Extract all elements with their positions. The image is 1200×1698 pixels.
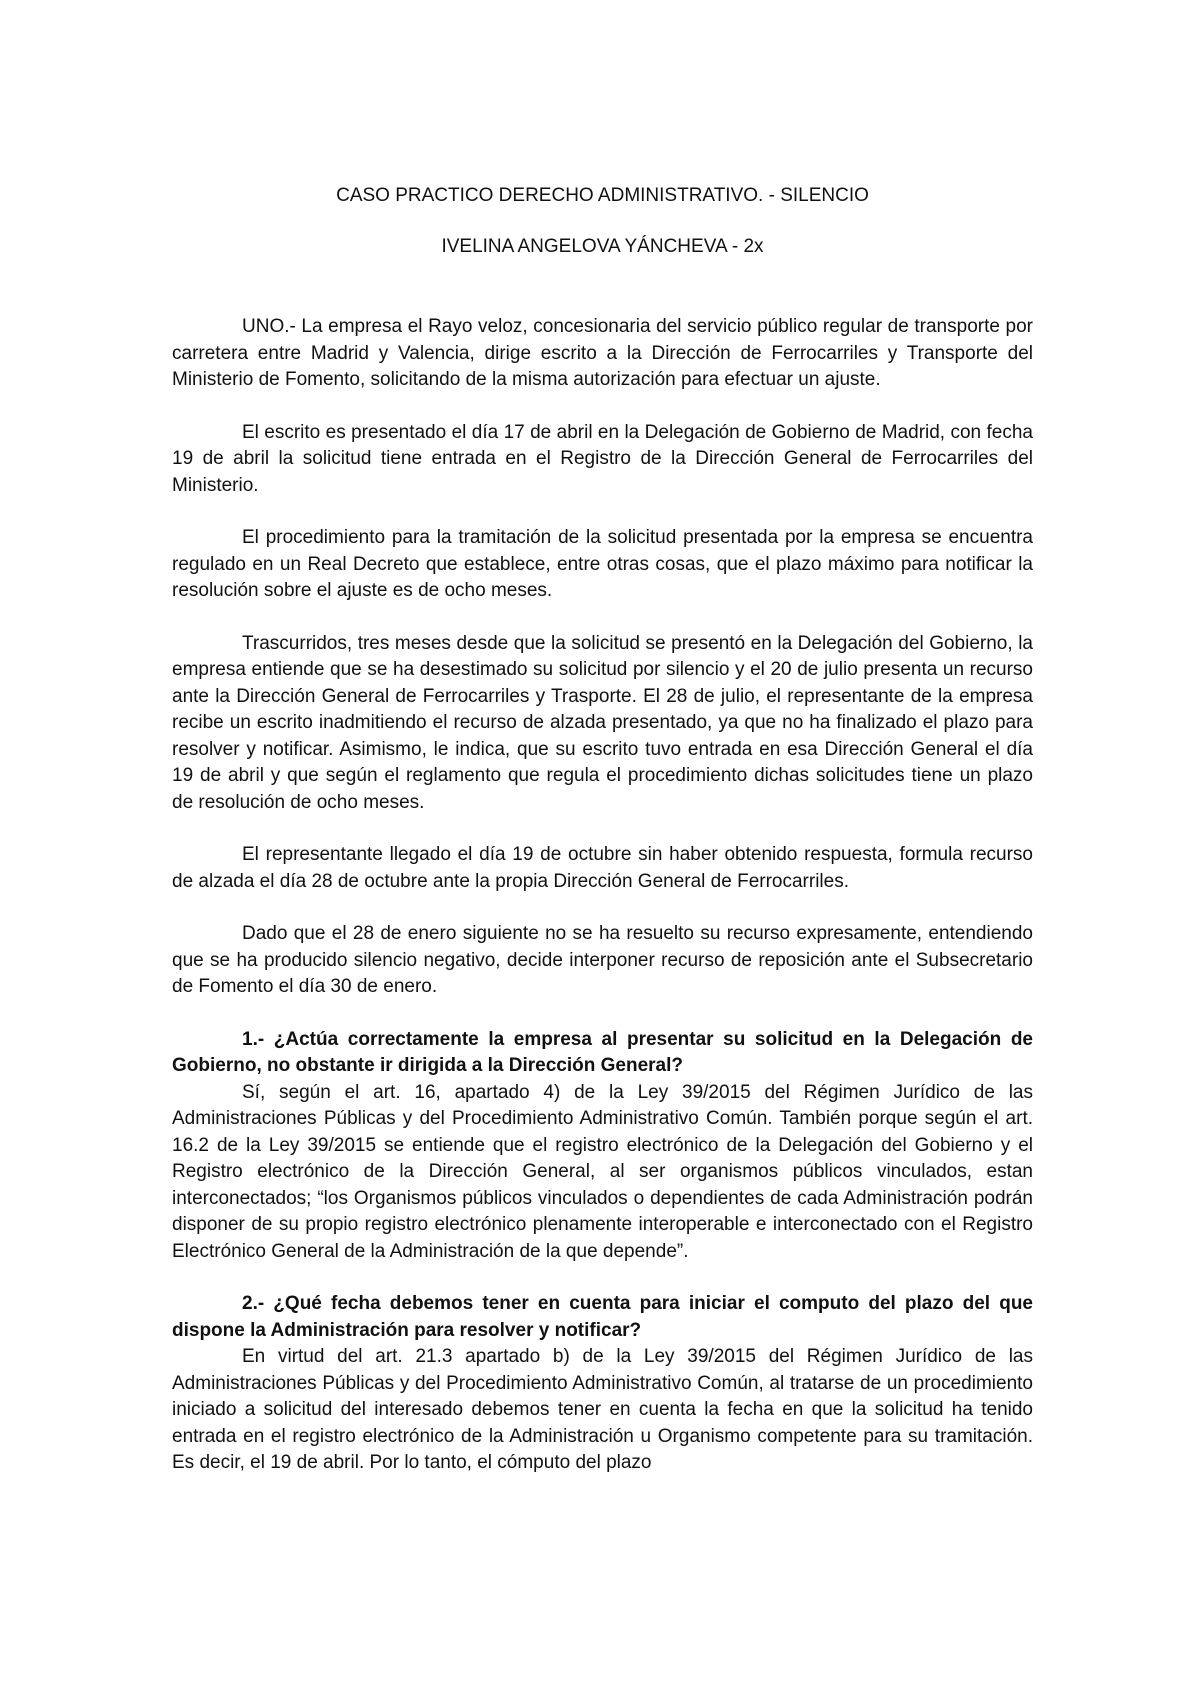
question-2: 2.- ¿Qué fecha debemos tener en cuenta para iniciar el computo del plazo del que dispone la Administración para resolver y notificar? xyxy=(172,1293,1033,1341)
document-title: CASO PRACTICO DERECHO ADMINISTRATIVO. - SILENCIO xyxy=(336,185,869,206)
paragraph-4: Trascurridos, tres meses desde que la solicitud se presentó en la Delegación del Gobierno, la empresa entiende que se ha desestimado su solicitud por silencio y el 20 de julio presenta un recurso ante la Dirección General de Ferrocarriles y Trasporte. El 28 de julio, el representante de la empresa recibe un escrito inadmitiendo el recurso de alzada presentado, ya que no ha finalizado el plazo para resolver y notificar. Asimismo, le indica, que su escrito tuvo entrada en esa Dirección General el día 19 de abril y que según el reglamento que regula el procedimiento dichas solicitudes tiene un plazo de resolución de ocho meses. xyxy=(172,632,1033,813)
paragraph-6: Dado que el 28 de enero siguiente no se ha resuelto su recurso expresamente, entendiendo que se ha producido silencio negativo, decide interponer recurso de reposición ante el Subsecretario de Fomento el día 30 de enero. xyxy=(172,923,1033,997)
question-block-2 xyxy=(172,1291,1033,1477)
answer-2: En virtud del art. 21.3 apartado b) de la Ley 39/2015 del Régimen Jurídico de las Administraciones Públicas y del Procedimiento Administrativo Común, al tratarse de un procedimiento iniciado a solicitud del interesado debemos tener en cuenta la fecha en que la solicitud ha tenido entrada en el registro electrónico de la Administración u Organismo competente para su tramitación. Es decir, el 19 de abril. Por lo tanto, el cómputo del plazo xyxy=(172,1346,1033,1473)
paragraph-2: El escrito es presentado el día 17 de abril en la Delegación de Gobierno de Madrid, con fecha 19 de abril la solicitud tiene entrada en el Registro de la Dirección General de Ferrocarriles del Ministerio. xyxy=(172,421,1033,496)
document-body xyxy=(172,183,1033,1503)
paragraph-3: El procedimiento para la tramitación de la solicitud presentada por la empresa se encuentra regulado en un Real Decreto que establece, entre otras cosas, que el plazo máximo para notificar la resolución sobre el ajuste es de ocho meses. xyxy=(172,527,1033,601)
answer-1: Sí, según el art. 16, apartado 4) de la Ley 39/2015 del Régimen Jurídico de las Administraciones Públicas y del Procedimiento Administrativo Común. También porque según el art. 16.2 de la Ley 39/2015 se entiende que el registro electrónico de la Delegación del Gobierno y el Registro electrónico de la Dirección General, al ser organismos públicos vinculados, estan interconectados; “los Organismos públicos vinculados o dependientes de cada Administración podrán disponer de su propio registro electrónico plenamente interoperable e interconectado con el Registro Electrónico General de la Administración de la que depende”. xyxy=(172,1081,1033,1262)
paragraph-1: UNO.- La empresa el Rayo veloz, concesionaria del servicio público regular de transporte por carretera entre Madrid y Valencia, dirige escrito a la Dirección de Ferrocarriles y Transporte del Ministerio de Fomento, solicitando de la misma autorización para efectuar un ajuste. xyxy=(172,316,1033,390)
paragraph-5: El representante llegado el día 19 de octubre sin haber obtenido respuesta, formula recurso de alzada el día 28 de octubre ante la propia Dirección General de Ferrocarriles. xyxy=(172,844,1033,892)
question-1: 1.- ¿Actúa correctamente la empresa al presentar su solicitud en la Delegación de Gobierno, no obstante ir dirigida a la Dirección General? xyxy=(172,1028,1033,1076)
question-block-1 xyxy=(172,1027,1033,1266)
document-author: IVELINA ANGELOVA YÁNCHEVA - 2x xyxy=(441,235,764,257)
